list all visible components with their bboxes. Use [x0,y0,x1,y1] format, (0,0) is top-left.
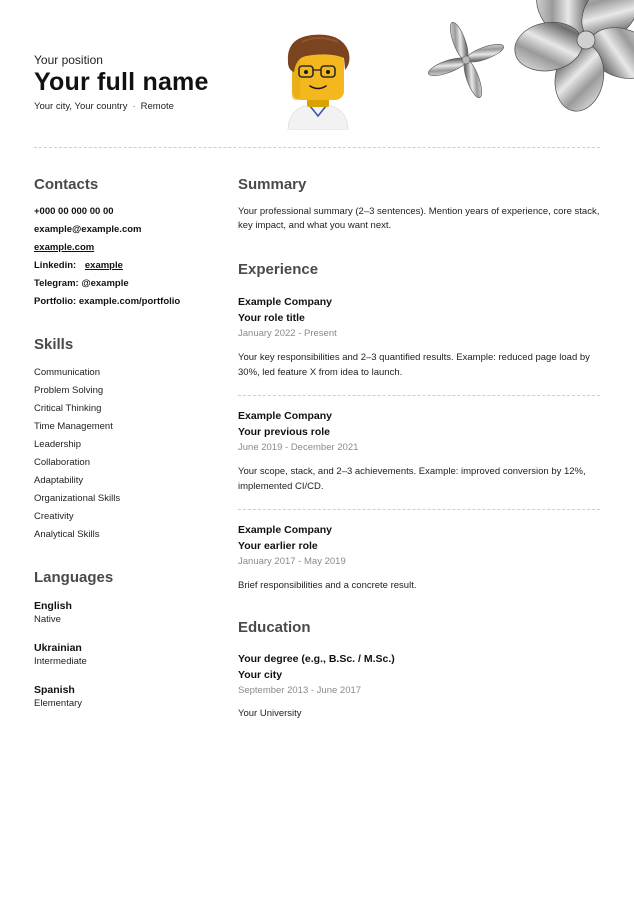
university: Your University [238,708,302,719]
skill-item: Problem Solving [34,385,104,396]
role-title: Your role title [238,312,305,324]
education-item [238,653,600,720]
job-description: Your scope, stack, and 2–3 achievements. Example: improved conversion by 12%, implemented CI/CD. [238,466,586,492]
contact-website [34,242,180,260]
languages-list [34,600,87,726]
skills-heading: Skills [34,336,74,353]
language-name: English [34,600,72,612]
linkedin-link[interactable]: example [84,260,123,271]
large-flower-icon [511,0,634,115]
job-dates: January 2017 - May 2019 [238,556,346,567]
contacts-heading: Contacts [34,176,99,193]
experience-item [238,296,600,380]
company-name: Example Company [238,524,332,536]
experience-item [238,524,600,593]
education-city: Your city [238,669,283,681]
language-name: Spanish [34,684,75,696]
experience-item [238,410,600,494]
role-title: Your earlier role [238,540,318,552]
linkedin-label: Linkedin: [34,260,77,271]
skill-item: Adaptability [34,475,84,486]
language-item [34,684,87,726]
contact-portfolio[interactable]: Portfolio: example.com/portfolio [34,296,181,307]
avatar-image [282,32,354,130]
contact-phone[interactable]: +000 00 000 00 00 [34,206,114,217]
language-item [34,642,87,684]
language-level: Native [34,614,61,625]
skill-item: Critical Thinking [34,403,102,414]
job-description: Brief responsibilities and a concrete result. [238,580,417,591]
city-country: Your city, Your country [34,101,128,112]
work-mode: Remote [140,101,174,112]
contact-list [34,206,180,314]
website-link[interactable]: example.com [34,242,95,253]
job-dates: January 2022 - Present [238,328,337,339]
contact-email[interactable]: example@example.com [34,224,142,235]
language-item [34,600,87,642]
skill-item: Analytical Skills [34,529,100,540]
skill-item: Time Management [34,421,113,432]
location-separator: · [132,101,136,112]
experience-heading: Experience [238,261,319,278]
job-description: Your key responsibilities and 2–3 quantified results. Example: reduced page load by 30%, led feature X from idea to launch. [238,352,590,378]
role-title: Your previous role [238,426,330,438]
location-line [34,101,174,112]
experience-divider [238,509,600,510]
header-divider [34,147,600,148]
education-dates: September 2013 - June 2017 [238,685,362,696]
small-flower-icon [426,20,505,99]
languages-heading: Languages [34,569,114,586]
summary-text: Your professional summary (2–3 sentences). Mention years of experience, core stack, key impact, and what you want next. [238,206,600,231]
skill-item: Collaboration [34,457,90,468]
degree: Your degree (e.g., B.Sc. / M.Sc.) [238,653,395,665]
education-heading: Education [238,619,311,636]
chrome-flower-decoration [414,0,634,125]
language-name: Ukrainian [34,642,82,654]
company-name: Example Company [238,410,332,422]
full-name: Your full name [34,68,209,96]
skills-list [34,367,120,547]
skill-item: Creativity [34,511,74,522]
experience-divider [238,395,600,396]
language-level: Intermediate [34,656,87,667]
job-dates: June 2019 - December 2021 [238,442,359,453]
contact-linkedin [34,260,180,278]
summary-heading: Summary [238,176,307,193]
company-name: Example Company [238,296,332,308]
position-title: Your position [34,53,103,67]
language-level: Elementary [34,698,83,709]
skill-item: Organizational Skills [34,493,121,504]
skill-item: Leadership [34,439,82,450]
skill-item: Communication [34,367,100,378]
contact-telegram[interactable]: Telegram: @example [34,278,129,289]
